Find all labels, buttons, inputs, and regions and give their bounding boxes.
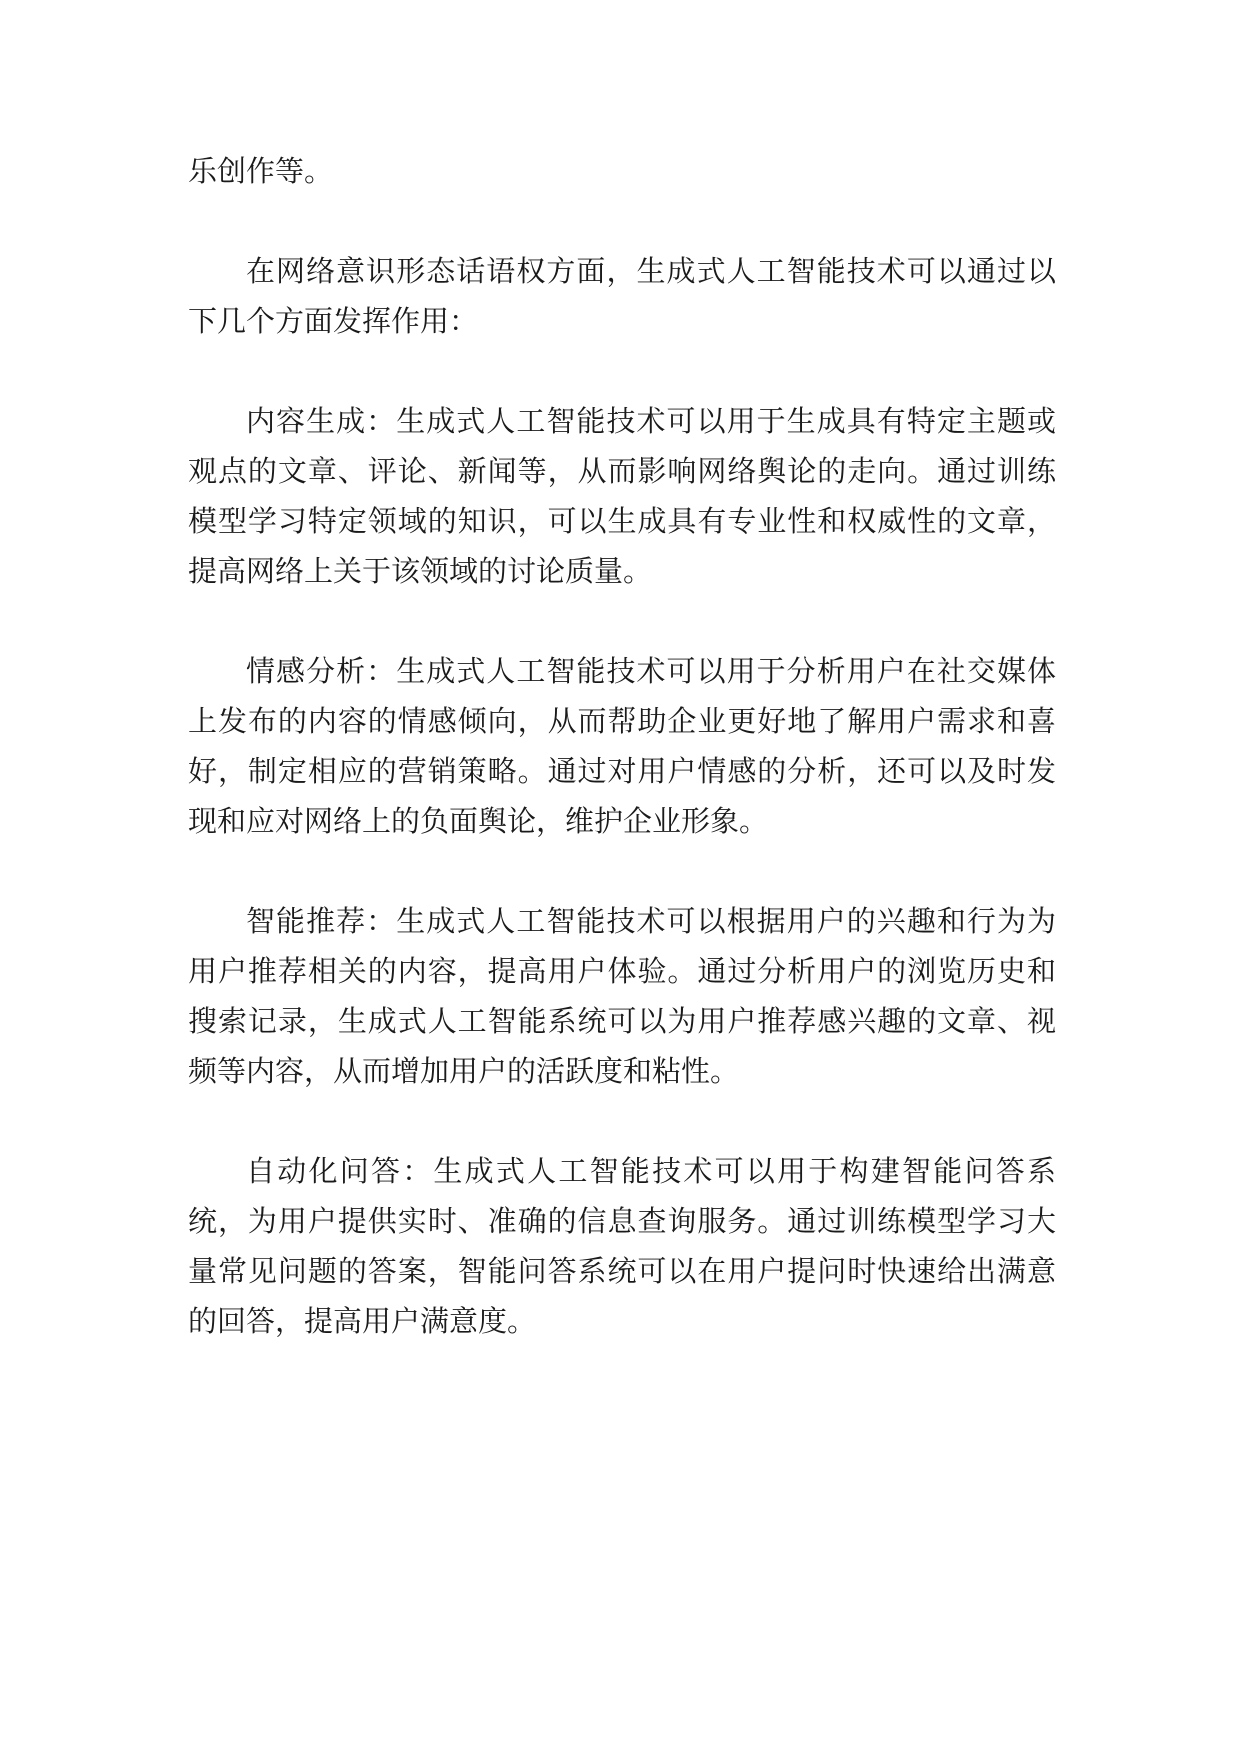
paragraph-intro: 在网络意识形态话语权方面，生成式人工智能技术可以通过以下几个方面发挥作用： [188, 254, 1056, 338]
paragraph-content-generation: 内容生成：生成式人工智能技术可以用于生成具有特定主题或观点的文章、评论、新闻等，从而影响网络舆论的走向。通过训练模型学习特定领域的知识，可以生成具有专业性和权威性的文章，提高网络上关于该领域的讨论质量。 [188, 404, 1056, 588]
paragraph-sentiment-analysis: 情感分析：生成式人工智能技术可以用于分析用户在社交媒体上发布的内容的情感倾向，从而帮助企业更好地了解用户需求和喜好，制定相应的营销策略。通过对用户情感的分析，还可以及时发现和应对网络上的负面舆论，维护企业形象。 [188, 654, 1056, 838]
paragraph-automated-qa: 自动化问答：生成式人工智能技术可以用于构建智能问答系统，为用户提供实时、准确的信息查询服务。通过训练模型学习大量常见问题的答案，智能问答系统可以在用户提问时快速给出满意的回答，提高用户满意度。 [188, 1154, 1056, 1338]
paragraph-smart-recommendation: 智能推荐：生成式人工智能技术可以根据用户的兴趣和行为为用户推荐相关的内容，提高用户体验。通过分析用户的浏览历史和搜索记录，生成式人工智能系统可以为用户推荐感兴趣的文章、视频等内容，从而增加用户的活跃度和粘性。 [188, 904, 1056, 1088]
document-body [188, 146, 1056, 1396]
paragraph-continuation: 乐创作等。 [188, 154, 334, 188]
